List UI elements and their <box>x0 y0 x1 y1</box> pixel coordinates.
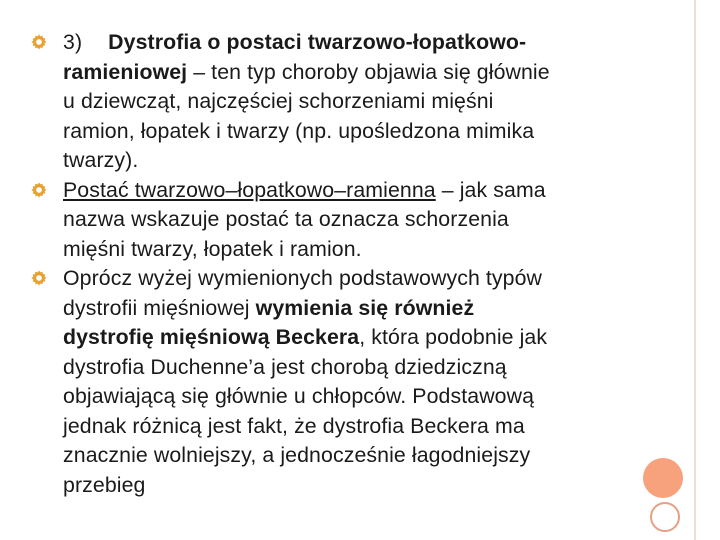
item-line <box>63 323 640 353</box>
gear-bullet-icon <box>30 33 48 51</box>
item-text: dystrofii mięśniowej <box>63 295 256 320</box>
bold-phrase: wymienia się również <box>255 295 475 320</box>
item-line: u dziewcząt, najczęściej schorzeniami mięśni <box>63 89 494 113</box>
list-item <box>0 176 640 265</box>
item-line: nazwa wskazuje postać ta oznacza schorzenia <box>63 207 509 231</box>
gear-bullet-icon <box>30 269 48 287</box>
item-text: – jak sama <box>435 177 546 202</box>
item-text: , która podobnie jak <box>359 325 548 349</box>
item-line: przebieg <box>63 472 146 497</box>
item-heading-cont: ramieniowej <box>63 59 188 84</box>
underlined-term: Postać twarzowo–łopatkowo–ramienna <box>63 177 436 202</box>
bullet-list <box>0 28 640 500</box>
list-item <box>0 28 640 176</box>
item-line <box>63 28 640 58</box>
item-line: jednak różnicą jest fakt, że dystrofia Beckera ma <box>63 413 525 438</box>
item-number: 3) <box>63 30 83 54</box>
gear-bullet-icon <box>30 181 48 199</box>
item-line: ramion, łopatek i twarzy (np. upośledzona mimika <box>63 118 535 143</box>
item-line: twarzy). <box>63 148 139 172</box>
decorative-ring <box>650 502 680 532</box>
item-heading: Dystrofia o postaci twarzowo-łopatkowo- <box>108 30 527 54</box>
item-line: znacznie wolniejszy, a jednocześnie łagodniejszy <box>63 443 531 467</box>
item-line <box>63 294 640 324</box>
decorative-circle <box>643 458 683 498</box>
bold-phrase: dystrofię mięśniową Beckera <box>63 325 360 349</box>
item-line: Oprócz wyżej wymienionych podstawowych typów <box>63 266 543 290</box>
slide-edge-divider <box>694 0 696 540</box>
item-line: mięśni twarzy, łopatek i ramion. <box>63 236 362 261</box>
item-text: – ten typ choroby objawia się głównie <box>187 59 550 84</box>
item-line <box>63 176 640 206</box>
item-line: objawiającą się głównie u chłopców. Podstawową <box>63 384 535 408</box>
item-line <box>63 58 640 88</box>
list-item <box>0 264 640 500</box>
item-line: dystrofia Duchenne’a jest chorobą dziedziczną <box>63 354 507 379</box>
